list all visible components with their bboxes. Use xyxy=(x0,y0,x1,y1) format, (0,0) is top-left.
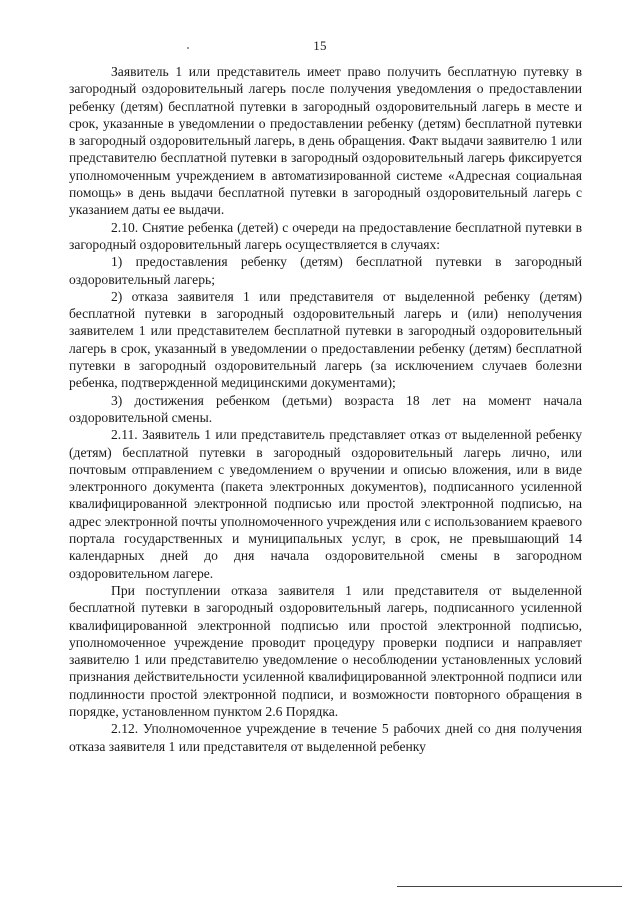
paragraph-section-2-11: 2.11. Заявитель 1 или представитель представляет отказ от выделенной ребенку (детям) бесплатной путевки в загородный оздоровительный лагерь лично, или почтовым отправлением с уведомлением о вручении и описью вложения, или в виде электронного документа (пакета электронных документов), подписанного усиленной квалифицированной электронной подписью или простой электронной подписью, на адрес электронной почты уполномоченного учреждения или с использованием краевого портала государственных и муниципальных услуг, в срок, не превышающий 14 календарных дней до дня начала оздоровительной смены в загородном оздоровительном лагере. xyxy=(69,427,582,581)
scan-artifact-dot xyxy=(187,47,189,49)
paragraph-case-3: 3) достижения ребенком (детьми) возраста 18 лет на момент начала оздоровительной смены. xyxy=(69,392,582,425)
paragraph-voucher-receipt: Заявитель 1 или представитель имеет право получить бесплатную путевку в загородный оздоровительный лагерь после получения уведомления о предоставлении ребенку (детям) бесплатной путевки в загородный оздоровительный лагерь в месте и срок, указанные в уведомлении о предоставлении ребенку (детям) бесплатной путевки в загородный оздоровительный лагерь, в день обращения. Факт выдачи заявителю 1 или представителю бесплатной путевки в загородный оздоровительный лагерь фиксируется уполномоченным учреждением в автоматизированной системе «Адресная социальная помощь» в день выдачи бесплатной путевки в загородный оздоровительный лагерь с указанием даты ее выдачи. xyxy=(69,64,582,218)
paragraph-section-2-12: 2.12. Уполномоченное учреждение в течение 5 рабочих дней со дня получения отказа заявителя 1 или представителя от выделенной ребенку xyxy=(69,721,582,754)
paragraph-section-2-10: 2.10. Снятие ребенка (детей) с очереди на предоставление бесплатной путевки в загородный оздоровительный лагерь осуществляется в случаях: xyxy=(69,219,582,252)
page-number: 15 xyxy=(313,38,327,53)
document-body xyxy=(69,63,582,755)
paragraph-case-1: 1) предоставления ребенку (детям) бесплатной путевки в загородный оздоровительный лагерь; xyxy=(69,254,582,287)
footer-rule xyxy=(397,886,622,887)
paragraph-case-2: 2) отказа заявителя 1 или представителя от выделенной ребенку (детям) бесплатной путевки в загородный оздоровительный лагерь и (или) неполучения заявителем 1 или представителем бесплатной путевки в загородный оздоровительный лагерь в срок, указанный в уведомлении о предоставлении ребенку (детям) бесплатной путевки в загородный оздоровительный лагерь (за исключением случаев болезни ребенка, подтвержденной медицинскими документами); xyxy=(69,288,582,391)
paragraph-refusal-signature-check: При поступлении отказа заявителя 1 или представителя от выделенной бесплатной путевки в загородный оздоровительный лагерь, подписанного усиленной квалифицированной электронной подписью или простой электронной подписью, уполномоченное учреждение проводит процедуру проверки подписи и направляет заявителю 1 или представителю уведомление о несоблюдении установленных условий признания действительности усиленной квалифицированной электронной подписи или подлинности простой электронной подписи, и возможности повторного обращения в порядке, установленном пунктом 2.6 Порядка. xyxy=(69,582,582,719)
